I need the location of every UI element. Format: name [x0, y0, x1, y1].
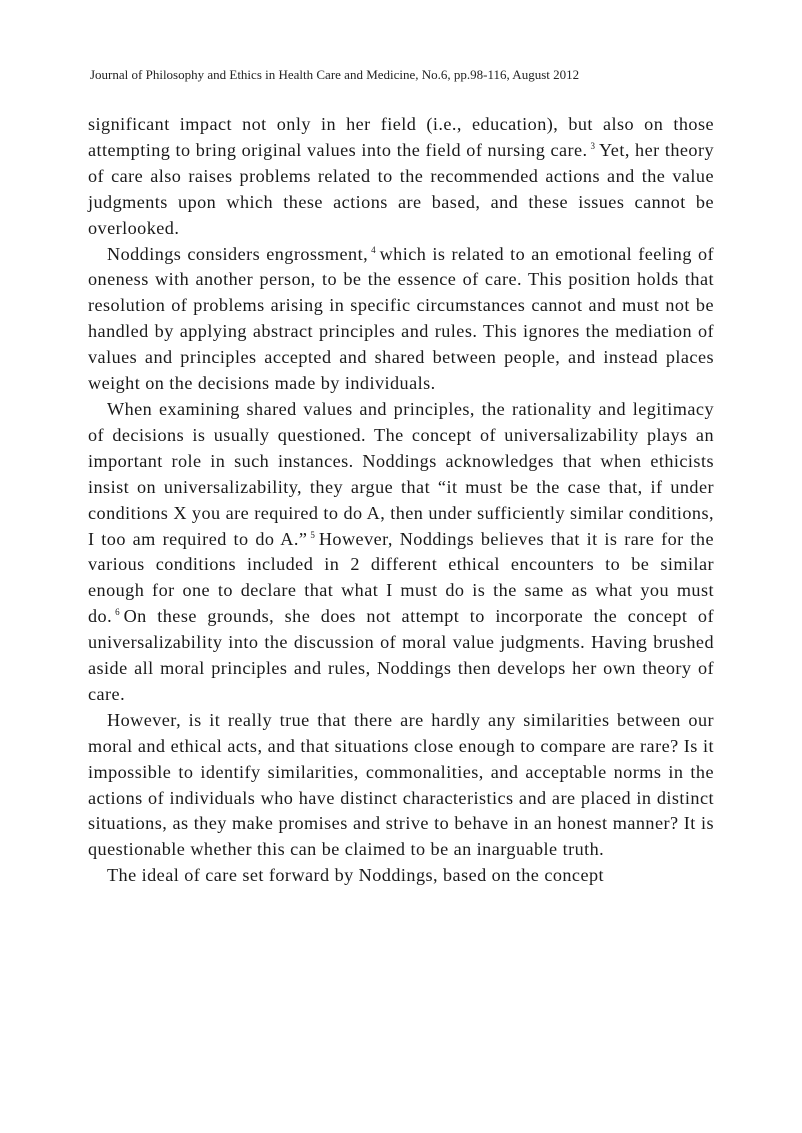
- paragraph-text: However, Noddings believes that it is rare for the various conditions included in 2 different ethical encounters to be similar enough for one to declare that what I must do is the same as what you must do.: [88, 528, 714, 627]
- footnote-ref: 4: [371, 244, 376, 255]
- footnote-ref: 5: [310, 529, 315, 540]
- footnote-ref: 3: [590, 140, 596, 151]
- paragraph-text: However, is it really true that there are hardly any similarities between our moral and ethical acts, and that situations close enough to compare are rare? Is it impossible to identify similarities, commonalities, and acceptable norms in the actions of individuals who have distinct characteristics and are placed in distinct situations, as they make promises and strive to behave in an honest manner? It is questionable whether this can be claimed to be an inarguable truth.: [88, 709, 714, 860]
- paragraph-text: When examining shared values and principles, the rationality and legitimacy of decisions is usually questioned. The concept of universalizability plays an important role in such instances. Noddings acknowledges that when ethicists insist on universalizability, they argue that “it must be the case that, if under conditions X you are required to do A, then under sufficiently similar conditions, I too am required to do A.”: [88, 398, 714, 549]
- footnote-ref: 6: [115, 607, 120, 618]
- paragraph-text: which is related to an emotional feeling of oneness with another person, to be the essence of care. This position holds that resolution of problems arising in specific circumstances cannot and must not be handled by applying abstract principles and rules. This ignores the mediation of values and principles accepted and shared between people, and instead places weight on the decisions made by individuals.: [88, 243, 715, 394]
- paragraph-text: Yet, her theory of care also raises problems related to the recommended actions and the value judgments upon which these actions are based, and these issues cannot be overlooked.: [88, 139, 714, 238]
- paragraph-text: Noddings considers engrossment,: [107, 243, 369, 264]
- running-header: Journal of Philosophy and Ethics in Health Care and Medicine, No.6, pp.98-116, August 2012: [90, 67, 580, 82]
- paragraph-2: [88, 242, 714, 397]
- paragraph-5: [88, 863, 714, 889]
- paragraph-1: [88, 112, 714, 242]
- paragraph-text: The ideal of care set forward by Noddings, based on the concept: [107, 865, 605, 886]
- paragraph-text: On these grounds, she does not attempt to incorporate the concept of universalizability into the discussion of moral value judgments. Having brushed aside all moral principles and rules, Noddings then develops her own theory of care.: [88, 606, 714, 704]
- paragraph-3: [88, 397, 714, 708]
- article-body: [88, 112, 714, 889]
- paragraph-text: significant impact not only in her field (i.e., education), but also on those attempting to bring original values into the field of nursing care.: [88, 114, 714, 160]
- paragraph-4: [88, 708, 714, 863]
